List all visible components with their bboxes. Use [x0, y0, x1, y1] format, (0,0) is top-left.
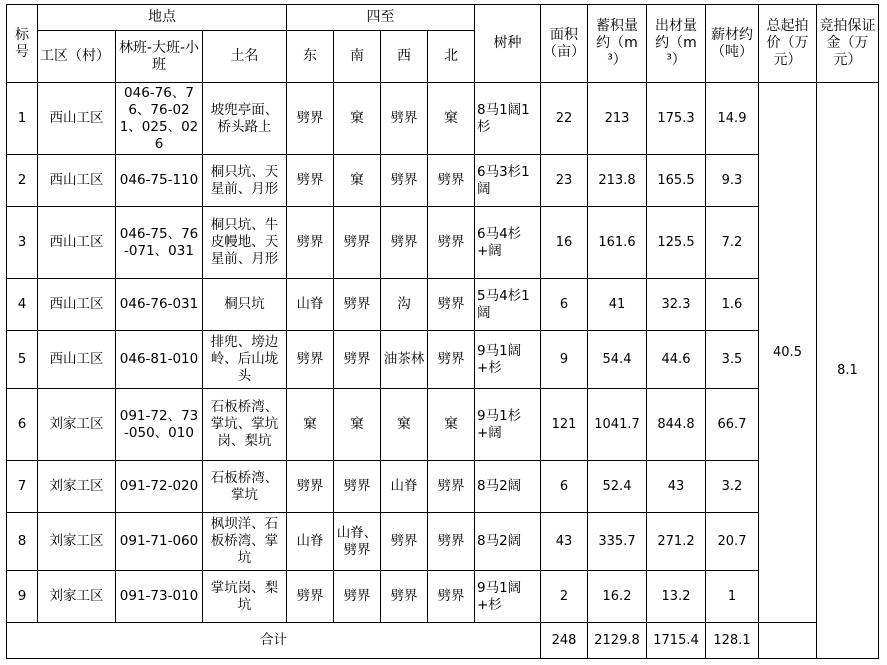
cell-area: 6 [541, 279, 588, 331]
cell-west: 劈界 [381, 571, 428, 623]
cell-district: 刘家工区 [38, 461, 116, 513]
cell-species: 5马4杉1阔 [475, 279, 541, 331]
cell-no: 8 [7, 513, 38, 571]
cell-place-name: 桐只坑 [203, 279, 287, 331]
cell-species: 9马1阔+杉 [475, 571, 541, 623]
cell-stock: 213.8 [588, 155, 647, 207]
cell-output: 44.6 [647, 331, 706, 389]
header-no: 标号 [7, 5, 38, 83]
cell-species: 6马4杉+阔 [475, 207, 541, 279]
cell-no: 6 [7, 389, 38, 461]
table-row [7, 83, 879, 155]
table-row [7, 389, 879, 461]
cell-forest-class: 091-72-020 [116, 461, 203, 513]
cell-forest-class: 046-76、76、76-021、025、026 [116, 83, 203, 155]
cell-species: 9马1阔+杉 [475, 331, 541, 389]
cell-forest-class: 091-71-060 [116, 513, 203, 571]
table-row [7, 279, 879, 331]
cell-south: 山脊、劈界 [334, 513, 381, 571]
cell-north: 窠 [428, 83, 475, 155]
cell-north: 劈界 [428, 331, 475, 389]
header-species: 树种 [475, 5, 541, 83]
header-south: 南 [334, 31, 381, 83]
cell-area: 9 [541, 331, 588, 389]
cell-firewood: 1 [706, 571, 759, 623]
cell-north: 劈界 [428, 461, 475, 513]
header-forest-class: 林班-大班-小班 [116, 31, 203, 83]
cell-area: 2 [541, 571, 588, 623]
cell-stock: 16.2 [588, 571, 647, 623]
table-row [7, 155, 879, 207]
cell-district: 西山工区 [38, 155, 116, 207]
cell-species: 6马3杉1阔 [475, 155, 541, 207]
header-boundaries: 四至 [287, 5, 475, 31]
cell-firewood: 14.9 [706, 83, 759, 155]
cell-east: 劈界 [287, 207, 334, 279]
cell-output: 844.8 [647, 389, 706, 461]
cell-output: 43 [647, 461, 706, 513]
cell-deposit: 8.1 [817, 83, 879, 659]
cell-species: 9马1杉+阔 [475, 389, 541, 461]
header-deposit: 竞拍保证金（万元） [817, 5, 879, 83]
total-label: 合计 [7, 623, 541, 659]
cell-firewood: 3.2 [706, 461, 759, 513]
cell-west: 沟 [381, 279, 428, 331]
header-district: 工区（村） [38, 31, 116, 83]
cell-species: 8马2阔 [475, 513, 541, 571]
cell-east: 劈界 [287, 331, 334, 389]
cell-area: 23 [541, 155, 588, 207]
cell-district: 刘家工区 [38, 571, 116, 623]
cell-forest-class: 046-75-110 [116, 155, 203, 207]
cell-west: 劈界 [381, 155, 428, 207]
cell-east: 山脊 [287, 279, 334, 331]
cell-species: 8马2阔 [475, 461, 541, 513]
cell-south: 劈界 [334, 279, 381, 331]
cell-forest-class: 046-76-031 [116, 279, 203, 331]
table-row [7, 461, 879, 513]
cell-output: 13.2 [647, 571, 706, 623]
cell-place-name: 桐只坑、牛皮幔地、天星前、月形 [203, 207, 287, 279]
total-area: 248 [541, 623, 588, 659]
cell-east: 山脊 [287, 513, 334, 571]
cell-firewood: 7.2 [706, 207, 759, 279]
cell-west: 劈界 [381, 83, 428, 155]
header-row-1 [7, 5, 879, 31]
cell-no: 1 [7, 83, 38, 155]
cell-no: 3 [7, 207, 38, 279]
header-location: 地点 [38, 5, 287, 31]
cell-place-name: 石板桥湾、掌坑 [203, 461, 287, 513]
cell-area: 43 [541, 513, 588, 571]
cell-stock: 335.7 [588, 513, 647, 571]
cell-north: 劈界 [428, 155, 475, 207]
cell-district: 西山工区 [38, 83, 116, 155]
header-stock: 蓄积量约（m³） [588, 5, 647, 83]
cell-forest-class: 091-72、73-050、010 [116, 389, 203, 461]
total-firewood: 128.1 [706, 623, 759, 659]
cell-south: 劈界 [334, 331, 381, 389]
total-stock: 2129.8 [588, 623, 647, 659]
cell-north: 窠 [428, 389, 475, 461]
cell-east: 劈界 [287, 571, 334, 623]
table-row [7, 571, 879, 623]
cell-place-name: 枫坝洋、石板桥湾、掌坑 [203, 513, 287, 571]
cell-firewood: 20.7 [706, 513, 759, 571]
cell-species: 8马1阔1杉 [475, 83, 541, 155]
cell-district: 西山工区 [38, 207, 116, 279]
header-north: 北 [428, 31, 475, 83]
cell-output: 32.3 [647, 279, 706, 331]
cell-firewood: 9.3 [706, 155, 759, 207]
cell-south: 劈界 [334, 461, 381, 513]
cell-no: 9 [7, 571, 38, 623]
cell-stock: 41 [588, 279, 647, 331]
cell-west: 油茶林 [381, 331, 428, 389]
cell-no: 7 [7, 461, 38, 513]
table-row [7, 331, 879, 389]
header-area: 面积（亩） [541, 5, 588, 83]
total-row [7, 623, 879, 659]
cell-south: 窠 [334, 83, 381, 155]
header-place-name: 土名 [203, 31, 287, 83]
cell-district: 刘家工区 [38, 389, 116, 461]
total-output: 1715.4 [647, 623, 706, 659]
cell-east: 劈界 [287, 461, 334, 513]
cell-west: 窠 [381, 389, 428, 461]
cell-north: 劈界 [428, 207, 475, 279]
cell-output: 271.2 [647, 513, 706, 571]
cell-output: 125.5 [647, 207, 706, 279]
cell-west: 劈界 [381, 207, 428, 279]
cell-output: 175.3 [647, 83, 706, 155]
header-output: 出材量约（m³） [647, 5, 706, 83]
total-start-price-empty [759, 623, 817, 659]
cell-place-name: 排兜、塝边岭、后山垅头 [203, 331, 287, 389]
cell-start-price: 40.5 [759, 83, 817, 623]
table-row [7, 207, 879, 279]
cell-forest-class: 046-75、76-071、031 [116, 207, 203, 279]
cell-east: 劈界 [287, 83, 334, 155]
cell-west: 劈界 [381, 513, 428, 571]
cell-district: 西山工区 [38, 279, 116, 331]
cell-place-name: 坡兜亭面、桥头路上 [203, 83, 287, 155]
forest-lot-table [6, 4, 879, 659]
cell-east: 窠 [287, 389, 334, 461]
cell-south: 劈界 [334, 571, 381, 623]
cell-south: 劈界 [334, 207, 381, 279]
cell-area: 16 [541, 207, 588, 279]
cell-firewood: 66.7 [706, 389, 759, 461]
header-east: 东 [287, 31, 334, 83]
cell-stock: 54.4 [588, 331, 647, 389]
cell-firewood: 1.6 [706, 279, 759, 331]
cell-firewood: 3.5 [706, 331, 759, 389]
cell-forest-class: 091-73-010 [116, 571, 203, 623]
cell-place-name: 掌坑岗、梨坑 [203, 571, 287, 623]
cell-north: 劈界 [428, 513, 475, 571]
cell-place-name: 石板桥湾、掌坑、掌坑岗、梨坑 [203, 389, 287, 461]
cell-north: 劈界 [428, 279, 475, 331]
cell-south: 窠 [334, 389, 381, 461]
cell-south: 窠 [334, 155, 381, 207]
header-start-price: 总起拍价（万元） [759, 5, 817, 83]
cell-no: 4 [7, 279, 38, 331]
cell-area: 121 [541, 389, 588, 461]
cell-no: 5 [7, 331, 38, 389]
cell-area: 22 [541, 83, 588, 155]
cell-east: 劈界 [287, 155, 334, 207]
cell-stock: 213 [588, 83, 647, 155]
cell-stock: 161.6 [588, 207, 647, 279]
cell-place-name: 桐只坑、天星前、月形 [203, 155, 287, 207]
table-row [7, 513, 879, 571]
cell-north: 劈界 [428, 571, 475, 623]
cell-stock: 1041.7 [588, 389, 647, 461]
cell-stock: 52.4 [588, 461, 647, 513]
cell-forest-class: 046-81-010 [116, 331, 203, 389]
cell-area: 6 [541, 461, 588, 513]
cell-output: 165.5 [647, 155, 706, 207]
header-west: 西 [381, 31, 428, 83]
cell-district: 西山工区 [38, 331, 116, 389]
cell-no: 2 [7, 155, 38, 207]
header-firewood: 薪材约（吨） [706, 5, 759, 83]
cell-west: 山脊 [381, 461, 428, 513]
cell-district: 刘家工区 [38, 513, 116, 571]
